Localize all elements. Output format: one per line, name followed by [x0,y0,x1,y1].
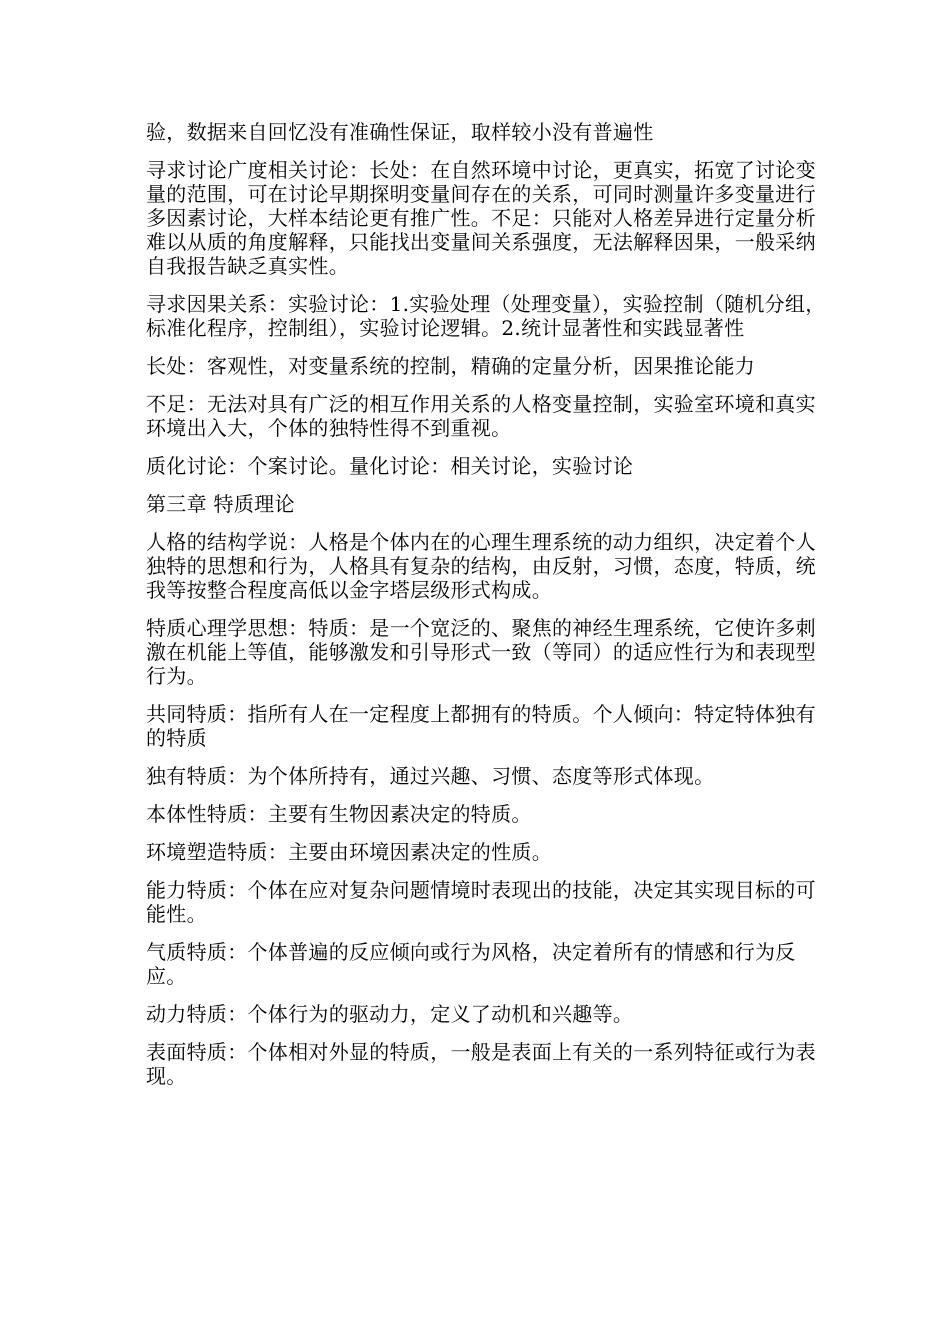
paragraph-qualitative-quantitative: 质化讨论：个案讨论。量化讨论：相关讨论，实验讨论 [146,454,634,478]
paragraph-trait-psychology: 特质心理学思想：特质：是一个宽泛的、聚焦的神经生理系统，它使许多刺激在机能上等值，能够激发和引导形式一致（等同）的适应性行为和表现型行为。 [146,616,816,688]
paragraph-ability-traits: 能力特质：个体在应对复杂问题情境时表现出的技能，决定其实现目标的可能性。 [146,878,816,926]
paragraph-environmental-traits: 环境塑造特质：主要由环境因素决定的性质。 [146,840,552,864]
document-body [146,120,826,1102]
paragraph-personality-structure: 人格的结构学说：人格是个体内在的心理生理系统的动力组织，决定着个人独特的思想和行为，人格具有复杂的结构，由反射，习惯，态度，特质，统我等按整合程度高低以金字塔层级形式构成。 [146,530,816,602]
paragraph-experimental-research: 寻求因果关系：实验讨论：1.实验处理（处理变量），实验控制（随机分组，标准化程序，控制组），实验讨论逻辑。2.统计显著性和实践显著性 [146,292,826,340]
paragraph-data-limitations: 验，数据来自回忆没有准确性保证，取样较小没有普遍性 [146,120,654,144]
chapter-heading: 第三章 特质理论 [146,492,295,516]
paragraph-dynamic-traits: 动力特质：个体行为的驱动力，定义了动机和兴趣等。 [146,1002,634,1026]
paragraph-experiment-weaknesses: 不足：无法对具有广泛的相互作用关系的人格变量控制，实验室环境和真实环境出入大，个体的独特性得不到重视。 [146,392,816,440]
paragraph-experiment-strengths: 长处：客观性，对变量系统的控制，精确的定量分析，因果推论能力 [146,354,755,378]
paragraph-temperament-traits: 气质特质：个体普遍的反应倾向或行为风格，决定着所有的情感和行为反应。 [146,940,796,988]
paragraph-unique-traits: 独有特质：为个体所持有，通过兴趣、习惯、态度等形式体现。 [146,764,715,788]
paragraph-common-traits: 共同特质：指所有人在一定程度上都拥有的特质。个人倾向：特定特体独有的特质 [146,702,816,750]
paragraph-constitutional-traits: 本体性特质：主要有生物因素决定的特质。 [146,802,532,826]
paragraph-correlational-research: 寻求讨论广度相关讨论：长处：在自然环境中讨论，更真实，拓宽了讨论变量的范围，可在讨论早期探明变量间存在的关系，可同时测量许多变量进行多因素讨论，大样本结论更有推广性。不足：只能对人格差异进行定量分析难以从质的角度解释，只能找出变量间关系强度，无法解释因果，一般采纳自我报告缺乏真实性。 [146,158,816,278]
paragraph-surface-traits: 表面特质：个体相对外显的特质，一般是表面上有关的一系列特征或行为表现。 [146,1040,816,1088]
